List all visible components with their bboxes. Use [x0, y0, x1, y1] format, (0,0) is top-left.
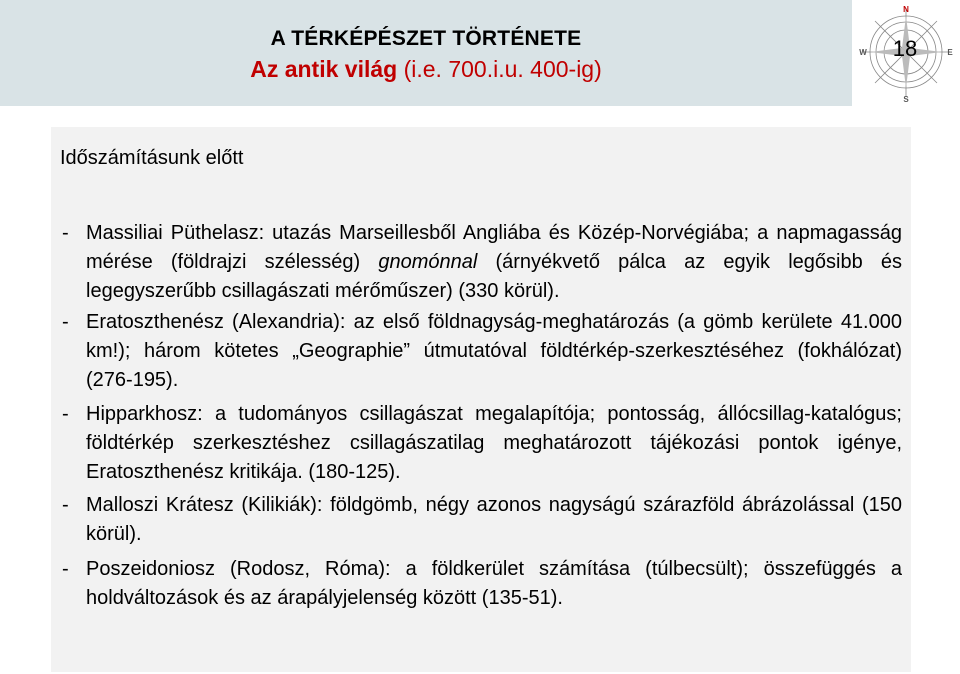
- compass-south-label: S: [903, 95, 909, 104]
- list-dash: -: [62, 311, 69, 333]
- subtitle-rest: (i.e. 700.i.u. 400-ig): [397, 56, 602, 82]
- compass-west-label: W: [859, 48, 867, 57]
- list-dash: -: [62, 494, 69, 516]
- entry-text: Hipparkhosz: a tudományos csillagászat megalapítója; pontosság, állócsillag-katalógus; földtérkép szerkesztéshez csillagászatilag meghatározott tájékozási pontok igénye, Eratoszthenész kritikája. (180-125).: [86, 403, 902, 483]
- list-dash: -: [62, 403, 69, 425]
- list-item: [60, 308, 902, 395]
- entry-text-cont: (árnyékvető pálca az egyik legősibb és legegyszerűbb csillagászati mérőműszer) (330 körül).: [86, 251, 902, 302]
- entry-text: Malloszi Krátesz (Kilikiák): földgömb, négy azonos nagyságú szárazföld ábrázolással (150 körül).: [86, 494, 902, 545]
- entry-list: [60, 219, 902, 617]
- page-title: A TÉRKÉPÉSZET TÖRTÉNETE: [270, 27, 582, 50]
- list-item: [60, 491, 902, 549]
- page-subtitle: [0, 54, 852, 84]
- compass-north-label: N: [903, 5, 909, 14]
- compass-east-label: E: [947, 48, 953, 57]
- page-number: 18: [892, 36, 918, 61]
- intro-heading: Időszámításunk előtt: [60, 147, 244, 169]
- entry-text: Massiliai Püthelasz: utazás Marseillesből Angliába és Közép-Norvégiába; a napmagasság mérése (földrajzi szélesség): [86, 222, 902, 273]
- entry-text: Poszeidoniosz (Rodosz, Róma): a földkerület számítása (túlbecsült); összefüggés a holdváltozások és az árapályjelenség között (135-51).: [86, 558, 902, 609]
- list-item: [60, 219, 902, 306]
- list-item: [60, 400, 902, 487]
- list-item: [60, 555, 902, 613]
- entry-text: Eratoszthenész (Alexandria): az első földnagyság-meghatározás (a gömb kerülete 41.000 km!); három kötetes „Geographie” útmutatóval földtérkép-szerkesztéséhez (fokhálózat) (276-195).: [86, 311, 902, 391]
- list-dash: -: [62, 558, 69, 580]
- subtitle-bold: Az antik világ: [250, 56, 398, 82]
- list-dash: -: [62, 222, 69, 244]
- entry-italic-term: gnomónnal: [378, 251, 478, 273]
- title-block: [0, 26, 852, 84]
